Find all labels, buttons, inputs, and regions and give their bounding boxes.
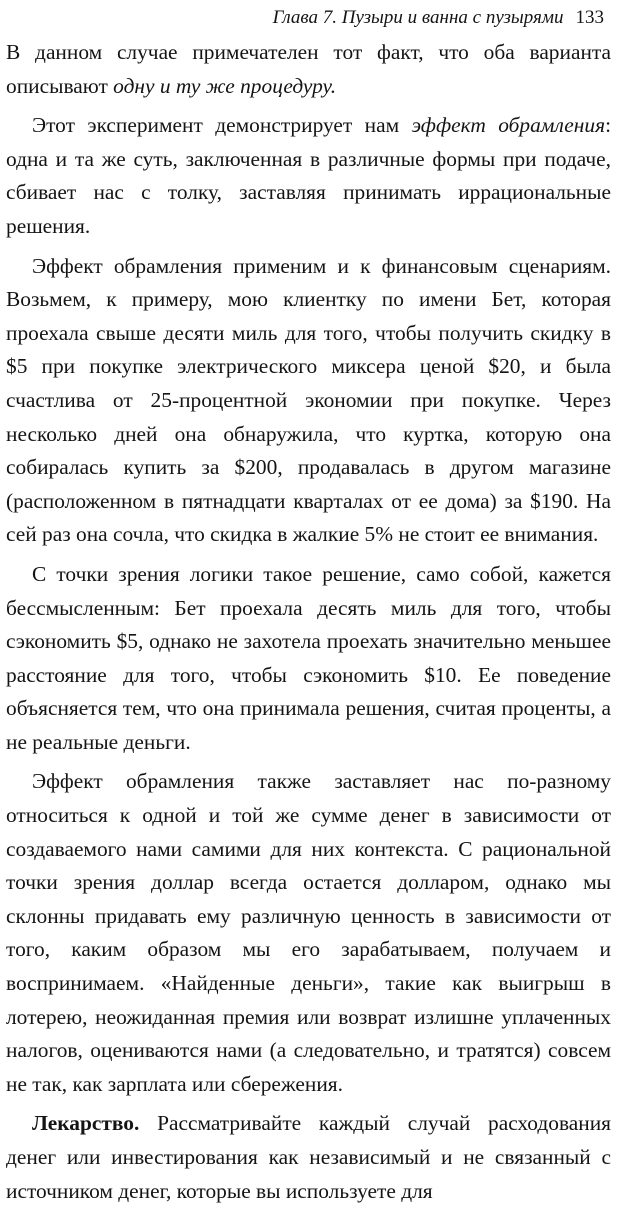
text-run: Этот эксперимент демонстрирует нам bbox=[32, 113, 412, 138]
bold-run: Лекарство. bbox=[32, 1111, 140, 1136]
paragraph bbox=[6, 1107, 611, 1208]
italic-run: эффект обрамления bbox=[411, 113, 606, 138]
paragraph bbox=[6, 250, 611, 552]
text-run: Эффект обрамления применим и к финансовым сценариям. Возьмем, к примеру, мою клиентку по имени Бет, которая проехала свыше десяти миль для того, чтобы получить скидку в $5 при покупке электрического миксера ценой $20, и была счастлива от 25-процентной экономии при покупке. Через несколько дней она обнаружила, что куртка, которую она собиралась купить за $200, продавалась в другом магазине (расположенном в пятнадцати кварталах от ее дома) за $190. На сей раз она сочла, что скидка в жалкие 5% не стоит ее внимания. bbox=[6, 253, 611, 547]
paragraph bbox=[6, 558, 611, 760]
text-run: В данном случае примечателен тот факт, что оба варианта описывают bbox=[6, 40, 611, 98]
body-text bbox=[6, 36, 611, 1208]
italic-run: одну и ту же процедуру. bbox=[113, 73, 337, 98]
page-number: 133 bbox=[575, 7, 604, 28]
text-run: Эффект обрамления также заставляет нас по-разному относиться к одной и той же сумме денег в зависимости от создаваемого нами самими для них контекста. С рациональной точки зрения доллар всегда остается долларом, однако мы склонны придавать ему различную ценность в зависимости от того, каким образом мы его зарабатываем, получаем и воспринимаем. «Найденные деньги», такие как выигрыш в лотерею, неожиданная премия или возврат излишне уплаченных налогов, оцениваются нами (а следовательно, и тратятся) совсем не так, как зарплата или сбережения. bbox=[6, 769, 611, 1096]
paragraph bbox=[6, 765, 611, 1101]
running-head bbox=[6, 0, 611, 36]
paragraph bbox=[6, 36, 611, 103]
text-run: С точки зрения логики такое решение, само собой, кажется бессмысленным: Бет проехала десять миль для того, чтобы сэкономить $5, однако не захотела проехать значительно меньшее расстояние для того, чтобы сэкономить $10. Ее поведение объясняется тем, что она принимала решения, считая проценты, а не реальные деньги. bbox=[6, 561, 611, 754]
text-run: : одна и та же суть, заключенная в различные формы при подаче, сбивает нас с толку, заставляя принимать иррациональные решения. bbox=[6, 113, 612, 238]
chapter-title: Глава 7. Пузыри и ванна с пузырями bbox=[272, 7, 564, 28]
text-run: Рассматривайте каждый случай расходования денег или инвестирования как независимый и не связанный с источником денег, которые вы используете для bbox=[6, 1111, 611, 1203]
paragraph bbox=[6, 109, 611, 243]
